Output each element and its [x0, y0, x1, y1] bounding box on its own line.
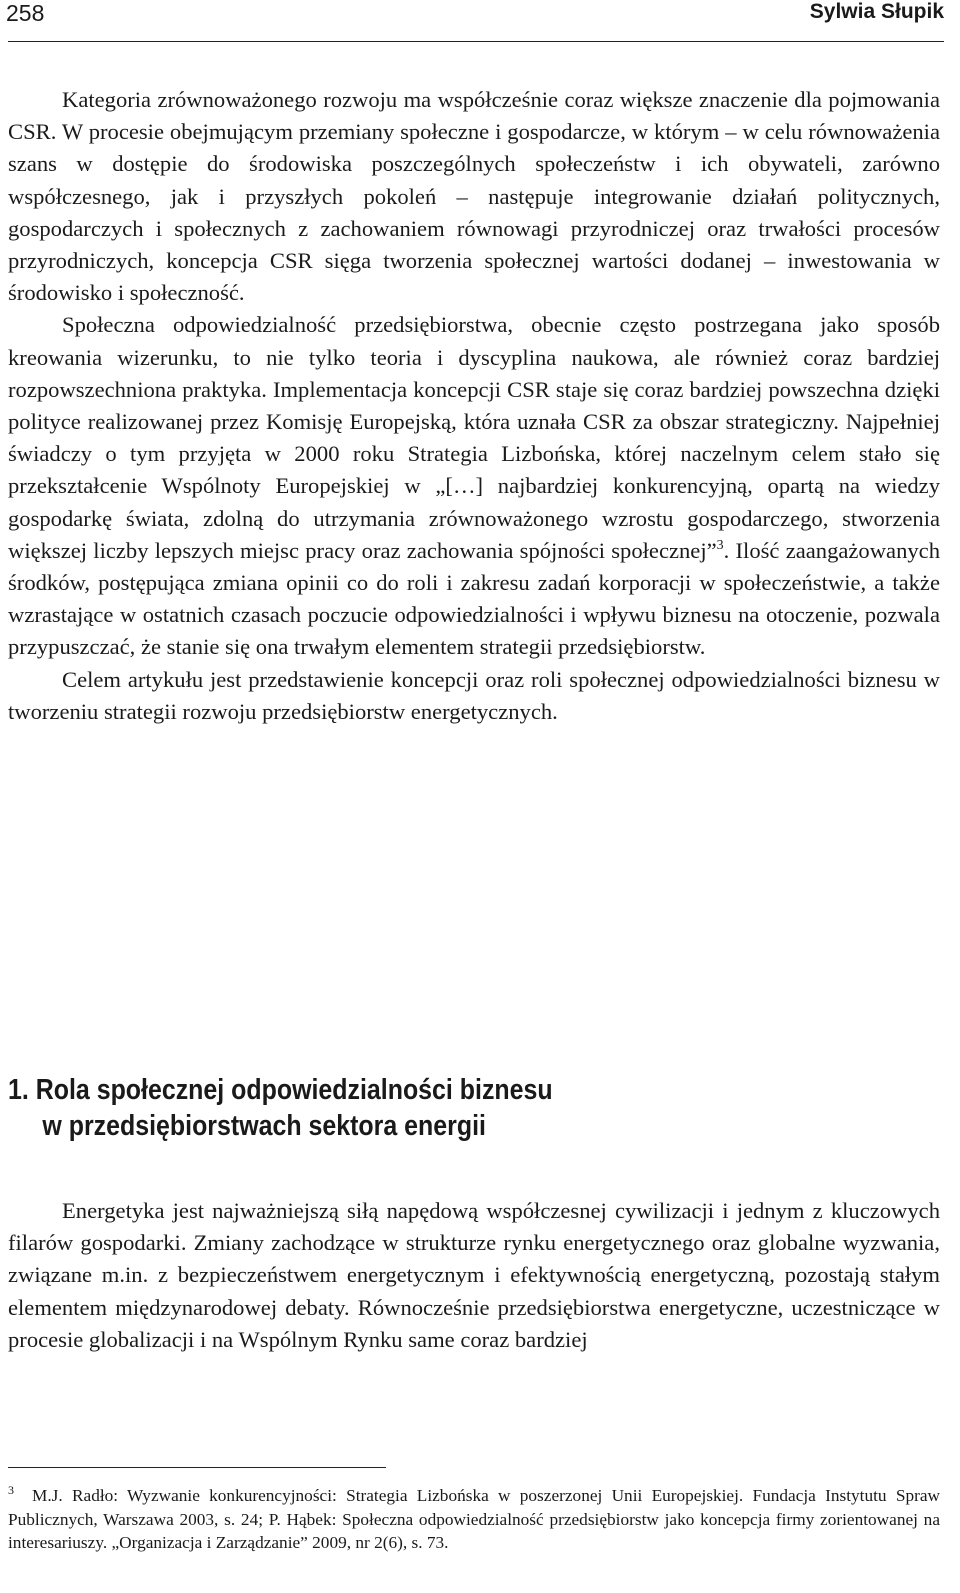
footnote-reference: 3 — [716, 537, 724, 553]
section-heading-line: w przedsiębiorstwach sektora energii — [42, 1110, 486, 1142]
paragraph: Kategoria zrównoważonego rozwoju ma współcześnie coraz większe znaczenie dla pojmowania CSR. W procesie obejmującym przemiany społeczne i gospodarcze, w którym – w celu równoważenia szans w dostępie do środowiska poszczególnych społeczeństw i ich obywateli, zarówno współczesnego, jak i przyszłych pokoleń – następuje integrowanie działań politycznych, gospodarczych i społecznych z zachowaniem równowagi przyrodniczej oraz trwałości procesów przyrodniczych, koncepcja CSR sięga tworzenia społecznej wartości dodanej – inwestowania w środowisko i społeczność. — [8, 87, 940, 306]
paragraph: Celem artykułu jest przedstawienie koncepcji oraz roli społecznej odpowiedzialności biznesu w tworzeniu strategii rozwoju przedsiębiorstw energetycznych. — [8, 666, 940, 724]
section-heading-line: 1. Rola społecznej odpowiedzialności biznesu — [8, 1074, 553, 1106]
footnote-rule — [8, 1467, 386, 1468]
paragraph-text: . Ilość zaangażowanych środków, postępująca zmiana opinii co do roli i zakresu zadań korporacji w społeczeństwie, a także wzrastające w ostatnich czasach poczucie odpowiedzialności i wpływu biznesu na otoczenie, pozwala przypuszczać, że stanie się ona trwałym elementem strategii przedsiębiorstw. — [8, 537, 940, 660]
running-header — [0, 0, 952, 38]
section-body-text — [8, 1195, 940, 1356]
paragraph — [8, 309, 940, 663]
footnote — [8, 1484, 940, 1555]
footnote-text: M.J. Radło: Wyzwanie konkurencyjności: Strategia Lizbońska w poszerzonej Unii Europejskiej. Fundacja Instytutu Spraw Publicznych, Warszawa 2003, s. 24; P. Hąbek: Społeczna odpowiedzialność przedsiębiorstw jako koncepcja firmy zorientowanej na interesariuszy. „Organizacja i Zarządzanie” 2009, nr 2(6), s. 73. — [8, 1486, 940, 1553]
footnote-mark: 3 — [8, 1483, 14, 1497]
paragraph-text: Społeczna odpowiedzialność przedsiębiorstwa, obecnie często postrzegana jako sposób kreowania wizerunku, to nie tylko teoria i dyscyplina naukowa, ale również coraz bardziej rozpowszechniona praktyka. Implementacja koncepcji CSR staje się coraz bardziej powszechna dzięki polityce realizowanej przez Komisję Europejską, która uznała CSR za obszar strategiczny. Najpełniej świadczy o tym przyjęta w 2000 roku Strategia Lizbońska, której naczelnym celem stało się przekształcenie Wspólnoty Europejskiej w „[…] najbardziej konkurencyjną, opartą na wiedzy gospodarkę świata, zdolną do utrzymania zrównoważonego wzrostu gospodarczego, stworzenia większej liczby lepszych miejsc pracy oraz zachowania spójności społecznej” — [8, 312, 940, 563]
running-header-author: Sylwia Słupik — [809, 0, 944, 23]
header-rule — [8, 41, 944, 42]
paragraph: Energetyka jest najważniejszą siłą napędową współczesnej cywilizacji i jednym z kluczowych filarów gospodarki. Zmiany zachodzące w strukturze rynku energetycznego oraz globalne wyzwania, związane m.in. z bezpieczeństwem energetycznym i efektywnością energetyczną, pozostają stałym elementem międzynarodowej debaty. Równocześnie przedsiębiorstwa energetyczne, uczestniczące w procesie globalizacji i na Wspólnym Rynku same coraz bardziej — [8, 1198, 940, 1352]
page-number: 258 — [6, 0, 45, 26]
body-text — [8, 84, 940, 728]
section-heading — [8, 1072, 810, 1144]
